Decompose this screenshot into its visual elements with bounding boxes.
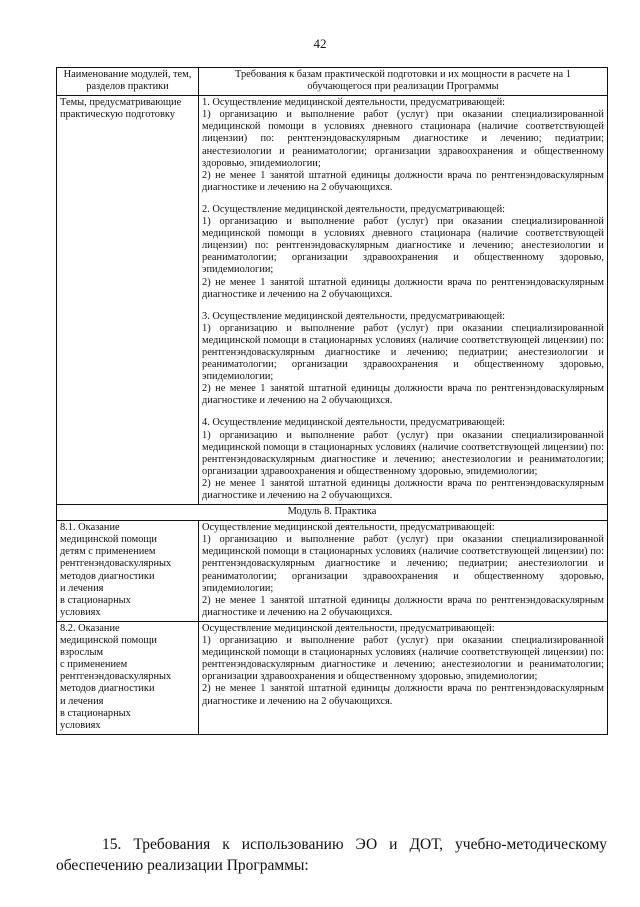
section-15-heading: 15. Требования к использованию ЭО и ДОТ, учебно-методическому обеспечению реализации Программы: [56,835,607,874]
label-line: 8.2. Оказание [60,622,120,634]
label-line: методов диагностики [60,570,155,582]
practice-requirements-8-1 [199,521,608,622]
block-title: 1. Осуществление медицинской деятельности, предусматривающей: [202,97,506,109]
label-line: медицинской помощи [60,534,157,546]
module-row [57,505,608,521]
block-title: Осуществление медицинской деятельности, предусматривающей: [202,522,495,534]
label-line: и лечения [60,582,104,594]
block-item-2: 2) не менее 1 занятой штатной единицы должности врача по рентгенэндоваскулярным диагностике и лечению на 2 обучающихся. [202,477,604,501]
label-line: 8.1. Оказание [60,522,120,534]
requirement-block-2 [202,204,604,301]
module-title: Модуль 8. Практика [57,505,608,521]
practice-row-8-1 [57,521,608,622]
label-line: детям с применением [60,546,156,558]
label-line: медицинской помощи [60,635,157,647]
block-item-1: 1) организацию и выполнение работ (услуг) при оказании специализированной медицинской помощи в стационарных условиях (наличие соответствующей лицензии) по: рентгенэндоваскулярным диагностике и лечению; анестезиологии и реаниматологии; организации здравоохранения и общественному здоровью, эпидемиологии; [202,429,604,477]
practice-label-8-2 [57,621,199,734]
block-item-1: 1) организацию и выполнение работ (услуг) при оказании специализированной медицинской помощи в условиях дневного стационара (наличие соответствующей лицензии) по: рентгенэндоваскулярным диагностике и лечению; анестезиологии и реаниматологии; организации здравоохранения и общественному здоровью, эпидемиологии; [202,216,604,276]
topics-row [57,96,608,505]
block-title: 3. Осуществление медицинской деятельности, предусматривающей: [202,310,506,322]
block-item-2: 2) не менее 1 занятой штатной единицы должности врача по рентгенэндоваскулярным диагностике и лечению на 2 обучающихся. [202,594,604,618]
block-title: Осуществление медицинской деятельности, предусматривающей: [202,622,495,634]
header-requirements: Требования к базам практической подготовки и их мощности в расчете на 1 обучающегося при реализации Программы [199,68,608,96]
label-line: и лечения [60,695,104,707]
page-number: 42 [313,36,327,51]
header-modules: Наименование модулей, тем, разделов практики [57,68,199,96]
block-item-2: 2) не менее 1 занятой штатной единицы должности врача по рентгенэндоваскулярным диагностике и лечению на 2 обучающихся. [202,683,604,707]
block-title: 4. Осуществление медицинской деятельности, предусматривающей: [202,417,506,429]
label-line: методов диагностики [60,683,155,695]
label-line: условиях [60,606,101,618]
practice-row-8-2 [57,621,608,734]
requirement-block-4 [202,417,604,502]
block-item-1: 1) организацию и выполнение работ (услуг) при оказании специализированной медицинской помощи в стационарных условиях (наличие соответствующей лицензии) по: рентгенэндоваскулярным диагностике и лечению; педиатрии; анестезиологии и реаниматологии; организации здравоохранения и общественному здоровью, эпидемиологии; [202,322,604,383]
topics-label: Темы, предусматривающие практическую подготовку [57,96,199,505]
label-line: условиях [60,719,101,731]
block-item-2: 2) не менее 1 занятой штатной единицы должности врача по рентгенэндоваскулярным диагностике и лечению на 2 обучающихся. [202,276,604,300]
label-line: в стационарных [60,594,131,606]
block-item-1: 1) организацию и выполнение работ (услуг) при оказании специализированной медицинской помощи в стационарных условиях (наличие соответствующей лицензии) по: рентгенэндоваскулярным диагностике и лечению; анестезиологии и реаниматологии; организации здравоохранения и общественному здоровью, эпидемиологии; [202,635,604,683]
label-line: в стационарных [60,707,131,719]
block-item-1: 1) организацию и выполнение работ (услуг) при оказании специализированной медицинской помощи в условиях дневного стационара (наличие соответствующей лицензии) по: рентгенэндоваскулярным диагностике и лечению; педиатрии; анестезиологии и реаниматологии; организации здравоохранения и общественному здоровью, эпидемиологии; [202,109,604,169]
block-item-2: 2) не менее 1 занятой штатной единицы должности врача по рентгенэндоваскулярным диагностике и лечению на 2 обучающихся. [202,383,604,407]
requirement-block-1 [202,97,604,194]
requirements-table [56,67,608,735]
block-item-2: 2) не менее 1 занятой штатной единицы должности врача по рентгенэндоваскулярным диагностике и лечению на 2 обучающихся. [202,169,604,193]
block-item-1: 1) организацию и выполнение работ (услуг) при оказании специализированной медицинской помощи в стационарных условиях (наличие соответствующей лицензии) по: рентгенэндоваскулярным диагностике и лечению; педиатрии; анестезиологии и реаниматологии; организации здравоохранения и общественному здоровью, эпидемиологии; [202,534,604,594]
label-line: рентгенэндоваскулярных [60,671,172,683]
topics-requirements [199,96,608,505]
label-line: взрослым [60,647,104,659]
label-line: с применением [60,659,128,671]
practice-requirements-8-2 [199,621,608,734]
table-header-row [57,68,608,96]
block-title: 2. Осуществление медицинской деятельности, предусматривающей: [202,203,506,215]
requirement-block-3 [202,311,604,408]
practice-label-8-1 [57,521,199,622]
label-line: рентгенэндоваскулярных [60,558,172,570]
